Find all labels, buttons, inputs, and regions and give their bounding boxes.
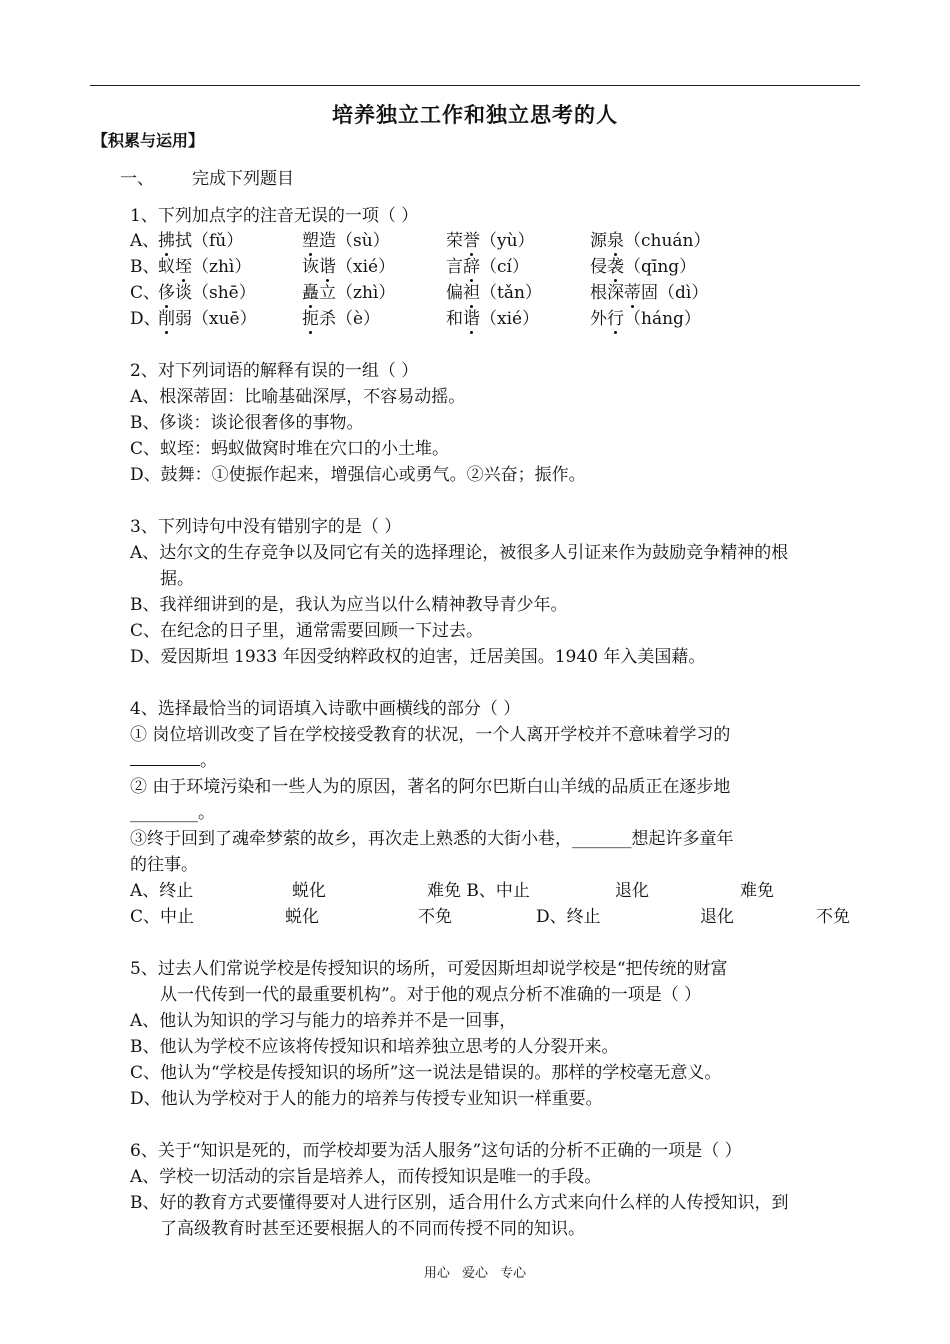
q1-c1-dotted: 侈 (158, 278, 175, 303)
q1-b3-dotted: 辞 (463, 252, 480, 277)
q1-c3-char: 偏 (446, 283, 463, 303)
q4-opt-d-1: D、终止 (536, 907, 601, 927)
q1-b2-pinyin: （xié） (336, 257, 396, 277)
q1-b2-dotted: 谐 (319, 252, 336, 277)
q1-option-b-label: B、 (130, 257, 160, 277)
q5-option-c: C、他认为“学校是传授知识的场所”这一说法是错误的。那样的学校毫无意义。 (130, 1063, 722, 1083)
q5-option-b: B、他认为学校不应该将传授知识和培养独立思考的人分裂开来。 (130, 1037, 619, 1057)
q1-c2-rest: 立（zhì） (319, 283, 396, 303)
q4-opt-c-1: C、中止 (130, 907, 195, 927)
q1-a3-pinyin: （yù） (480, 231, 535, 251)
q1-c4-rest: 固（dì） (641, 283, 709, 303)
q1-a1-pinyin: （fǔ） (192, 231, 244, 251)
q1-b4-pinyin: （qīng） (624, 257, 697, 277)
q4-opt-a-3: 难免 B、中止 (427, 881, 530, 901)
q4-sentence-1-end: 。 (200, 751, 217, 771)
q4-opt-d-2: 退化 (700, 907, 734, 927)
q1-b3-pinyin: （cí） (480, 257, 529, 277)
fill-blank (130, 751, 200, 766)
q1-d1-rest: 弱（xuē） (175, 309, 257, 329)
header-rule (90, 85, 860, 86)
q1-b-item3 (446, 252, 529, 277)
q1-a2-rest: 造（sù） (319, 231, 390, 251)
q4-stem: 4、选择最恰当的词语填入诗歌中画横线的部分（ ） (130, 699, 521, 719)
q1-option-d-label: D、 (130, 309, 161, 329)
q1-d-item3 (446, 304, 539, 329)
section-label: 【积累与运用】 (92, 131, 205, 150)
q1-c4-char: 根深 (590, 283, 624, 303)
part-one-heading: 完成下列题目 (192, 169, 294, 189)
q1-a-item2 (302, 226, 390, 251)
q2-option-d: D、鼓舞：①使振作起来，增强信心或勇气。②兴奋；振作。 (130, 465, 586, 485)
page-title: 培养独立工作和独立思考的人 (332, 103, 618, 127)
q6-option-b: B、好的教育方式要懂得要对人进行区别，适合用什么方式来向什么样的人传授知识，到 (130, 1193, 789, 1213)
q5-option-d: D、他认为学校对于人的能力的培养与传授专业知识一样重要。 (130, 1089, 603, 1109)
q1-a-item1 (158, 226, 243, 251)
q2-option-c: C、蚁垤：蚂蚁做窝时堆在穴口的小土堆。 (130, 439, 450, 459)
q6-option-a: A、学校一切活动的宗旨是培养人，而传授知识是唯一的手段。 (130, 1167, 602, 1187)
q1-stem: 1、下列加点字的注音无误的一项（ ） (130, 206, 419, 226)
q3-option-c: C、在纪念的日子里，通常需要回顾一下过去。 (130, 621, 484, 641)
q5-stem-cont: 从一代传到一代的最重要机构”。对于他的观点分析不准确的一项是（ ） (160, 985, 702, 1005)
q1-b2-char: 诙 (302, 257, 319, 277)
q1-d-item4 (590, 304, 701, 329)
part-one-number: 一、 (120, 169, 154, 189)
q1-d2-dotted: 扼 (302, 304, 319, 329)
q1-c2-dotted: 矗 (302, 278, 319, 303)
q5-option-a: A、他认为知识的学习与能力的培养并不是一回事， (130, 1011, 517, 1031)
q1-a1-dotted: 拂 (158, 226, 175, 251)
q1-b1-pinyin: （zhì） (192, 257, 252, 277)
q1-a4-char: 源 (590, 231, 607, 251)
q1-a-item4 (590, 226, 711, 251)
q4-opt-c-2: 蜕化 (285, 907, 319, 927)
q2-option-a: A、根深蒂固：比喻基础深厚，不容易动摇。 (130, 387, 466, 407)
q6-option-b-cont: 了高级教育时甚至还要根据人的不同而传授不同的知识。 (160, 1219, 585, 1239)
q1-d-item2 (302, 304, 380, 329)
q5-stem: 5、过去人们常说学校是传授知识的场所，可爱因斯坦却说学校是“把传统的财富 (130, 959, 728, 979)
q1-c1-rest: 谈（shē） (175, 283, 256, 303)
q1-d1-dotted: 削 (158, 304, 175, 329)
q1-d4-char: 外 (590, 309, 607, 329)
q1-a3-dotted: 誉 (463, 226, 480, 251)
q1-c-item4 (590, 278, 708, 303)
q1-b1-char: 蚁 (158, 257, 175, 277)
q1-c3-pinyin: （tǎn） (480, 283, 542, 303)
q1-b-item2 (302, 252, 395, 277)
q3-option-d: D、爱因斯坦 1933 年因受纳粹政权的迫害，迁居美国。1940 年入美国藉。 (130, 647, 706, 667)
q4-sentence-2: ② 由于环境污染和一些人为的原因，著名的阿尔巴斯白山羊绒的品质正在逐步地 (130, 777, 731, 797)
q4-sentence-1-blank (130, 746, 217, 771)
q1-d-item1 (158, 304, 257, 329)
q1-a2-dotted: 塑 (302, 226, 319, 251)
q1-d3-char: 和 (446, 309, 463, 329)
q1-b4-char: 侵 (590, 257, 607, 277)
q1-d3-dotted: 谐 (463, 304, 480, 329)
q2-option-b: B、侈谈：谈论很奢侈的事物。 (130, 413, 364, 433)
q4-sentence-1: ① 岗位培训改变了旨在学校接受教育的状况，一个人离开学校并不意味着学习的 (130, 725, 731, 745)
q4-opt-d-3: 不免 (816, 907, 850, 927)
page-footer: 用心 爱心 专心 (423, 1266, 527, 1281)
q2-stem: 2、对下列词语的解释有误的一组（ ） (130, 361, 419, 381)
q4-opt-c-3: 不免 (418, 907, 452, 927)
q4-opt-a-1: A、终止 (130, 881, 194, 901)
q6-stem: 6、关于“知识是死的，而学校却要为活人服务”这句话的分析不正确的一项是（ ） (130, 1141, 742, 1161)
q1-c4-dotted: 蒂 (624, 278, 641, 303)
q1-b-item4 (590, 252, 696, 277)
q4-opt-a-2: 蜕化 (292, 881, 326, 901)
q1-a3-char: 荣 (446, 231, 463, 251)
q4-opt-b-2: 退化 (615, 881, 649, 901)
q1-option-c-label: C、 (130, 283, 161, 303)
q1-d4-dotted: 行 (607, 304, 624, 329)
q1-d4-pinyin: （háng） (624, 309, 701, 329)
q1-b4-dotted: 袭 (607, 252, 624, 277)
q1-c3-dotted: 袒 (463, 278, 480, 303)
q1-d2-rest: 杀（è） (319, 309, 381, 329)
q3-option-b: B、我祥细讲到的是，我认为应当以什么精神教导青少年。 (130, 595, 568, 615)
q3-option-a: A、达尔文的生存竞争以及同它有关的选择理论，被很多人引证来作为鼓励竞争精神的根 (130, 543, 789, 563)
q1-c-item3 (446, 278, 542, 303)
q1-a4-pinyin: （chuán） (624, 231, 711, 251)
q4-sentence-3-cont: 的往事。 (130, 855, 198, 875)
q4-sentence-2-blank: ________。 (130, 803, 215, 823)
q1-a1-char: 拭 (175, 231, 192, 251)
q1-a4-dotted: 泉 (607, 226, 624, 251)
q1-b-item1 (158, 252, 251, 277)
q3-option-a-cont: 据。 (160, 569, 194, 589)
q4-sentence-3: ③终于回到了魂牵梦萦的故乡，再次走上熟悉的大街小巷，_______想起许多童年 (130, 829, 734, 849)
q1-b1-dotted: 垤 (175, 252, 192, 277)
q1-d3-pinyin: （xié） (480, 309, 540, 329)
q1-option-a-label: A、 (130, 231, 160, 251)
q1-c-item2 (302, 278, 395, 303)
q3-stem: 3、下列诗句中没有错别字的是（ ） (130, 517, 402, 537)
q1-b3-char: 言 (446, 257, 463, 277)
q4-opt-b-3: 难免 (740, 881, 774, 901)
q1-c-item1 (158, 278, 256, 303)
q1-a-item3 (446, 226, 535, 251)
